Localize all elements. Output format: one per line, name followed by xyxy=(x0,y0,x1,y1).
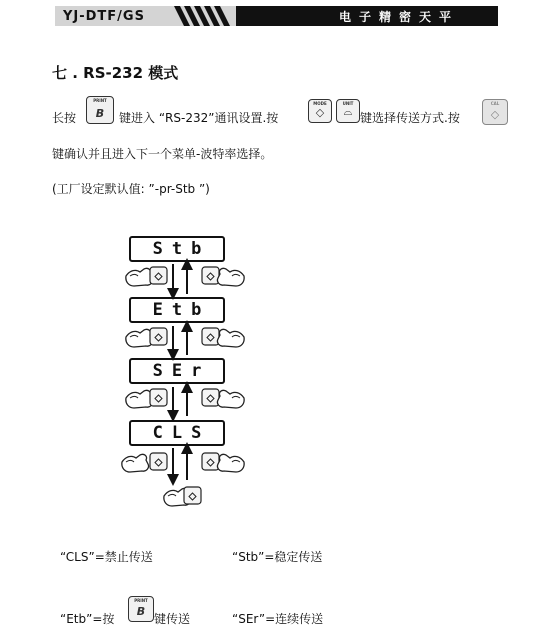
product-name: 电子精密天平 xyxy=(338,9,459,24)
mode-press-4 xyxy=(122,453,167,472)
legend-ser: “SEr”=连续传送 xyxy=(232,612,324,626)
display-ser: SEr xyxy=(129,358,225,384)
cal-press-confirm xyxy=(164,487,201,506)
print-key-label: PRINT xyxy=(93,98,107,103)
legend-cls: “CLS”=禁止传送 xyxy=(60,550,153,564)
unit-key-icon: UNIT ⌓ xyxy=(336,99,360,123)
mode-press-1 xyxy=(126,267,167,286)
header-stripes xyxy=(172,6,242,26)
legend-etb-a: “Etb”=按 xyxy=(60,612,115,626)
instruction-text-2: 键确认并且进入下一个菜单-波特率选择。 xyxy=(52,147,273,161)
model-name: YJ-DTF/GS xyxy=(63,8,145,24)
unit-press-4 xyxy=(202,453,244,472)
unit-press-1 xyxy=(202,267,244,286)
display-etb: Etb xyxy=(129,297,225,323)
legend-stb: “Stb”=稳定传送 xyxy=(232,550,323,564)
display-stb: Stb xyxy=(129,236,225,262)
default-setting-note: (工厂设定默认值: ”-pr-Stb ”) xyxy=(52,182,210,196)
flow-diagram xyxy=(110,258,250,508)
unit-key-label: UNIT xyxy=(342,101,354,106)
section-title: 七 . RS-232 模式 xyxy=(52,64,179,82)
cal-key-icon: CAL ◇ xyxy=(482,99,508,125)
legend-etb-b: 键传送 xyxy=(154,612,191,626)
mode-press-3 xyxy=(126,389,167,408)
display-cls: CLS xyxy=(129,420,225,446)
legend-print-key-icon: PRINT B xyxy=(128,596,154,622)
legend-print-key-label: PRINT xyxy=(134,598,148,603)
instruction-text-1c: 键选择传送方式.按 xyxy=(360,111,460,125)
instruction-text-1b: 键进入 “RS-232”通讯设置.按 xyxy=(119,111,279,125)
instruction-text-1a: 长按 xyxy=(52,111,77,125)
print-key-icon: PRINT B xyxy=(86,96,114,124)
mode-press-2 xyxy=(126,328,167,347)
unit-press-2 xyxy=(202,328,244,347)
unit-press-3 xyxy=(202,389,244,408)
mode-key-label: MODE xyxy=(313,101,327,106)
cal-key-label: CAL xyxy=(490,101,500,106)
mode-key-icon: MODE ◇ xyxy=(308,99,332,123)
